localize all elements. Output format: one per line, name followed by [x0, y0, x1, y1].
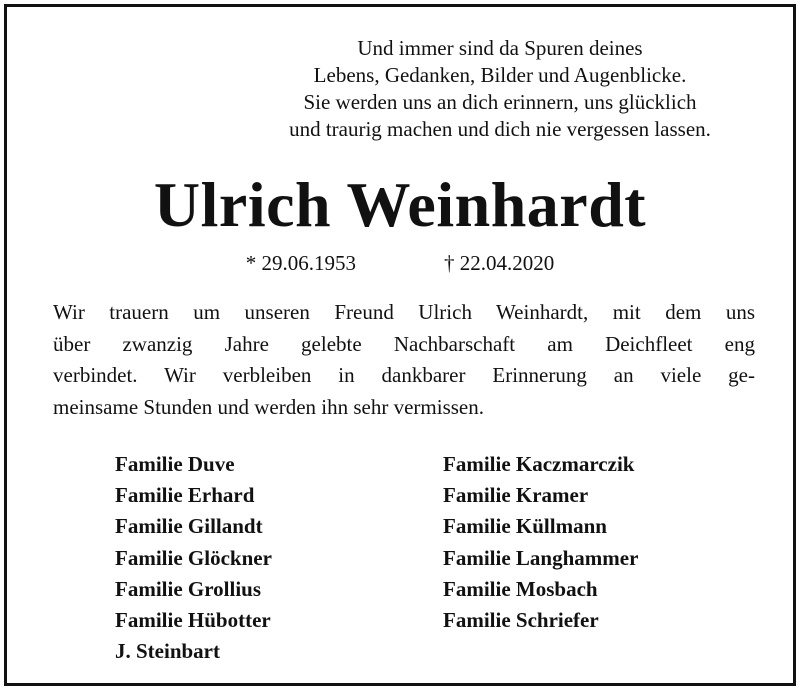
signer-name: Familie Küllmann: [443, 514, 607, 539]
signer-name: Familie Grollius: [115, 576, 262, 601]
signer-name: Familie Kramer: [443, 483, 589, 508]
quote-line: Sie werden uns an dich erinnern, uns glücklich: [303, 90, 697, 114]
birth-date: * 29.06.1953: [245, 251, 356, 275]
condolence-message: [53, 297, 755, 423]
signers-column-right: [443, 449, 638, 636]
signer-name: Familie Langhammer: [443, 545, 639, 570]
death-date: † 22.04.2020: [444, 251, 555, 275]
life-dates: [7, 249, 793, 277]
obituary-notice: [4, 4, 796, 686]
quote-line: und traurig machen und dich nie vergessen lassen.: [289, 117, 711, 141]
signer-name: Familie Duve: [115, 452, 235, 476]
message-line: Wir trauern um unseren Freund Ulrich Weinhardt, mit dem uns: [53, 300, 755, 324]
quote-line: Lebens, Gedanken, Bilder und Augenblicke.: [313, 63, 687, 87]
memorial-quote: [7, 35, 793, 143]
message-line: meinsame Stunden und werden ihn sehr vermissen.: [53, 394, 484, 419]
signer-name: J. Steinbart: [115, 639, 220, 664]
signers-column-left: [115, 449, 272, 667]
message-line: verbindet. Wir verbleiben in dankbarer Erinnerung an viele ge-: [53, 363, 755, 387]
signer-name: Familie Gillandt: [115, 514, 263, 539]
signer-name: Familie Hübotter: [115, 608, 271, 633]
signer-name: Familie Glöckner: [115, 545, 272, 570]
deceased-name: Ulrich Weinhardt: [153, 169, 647, 240]
signer-name: Familie Mosbach: [443, 576, 598, 601]
signer-name: Familie Kaczmarczik: [443, 452, 635, 476]
signer-name: Familie Schriefer: [443, 608, 599, 633]
quote-line: Und immer sind da Spuren deines: [357, 36, 643, 60]
signer-name: Familie Erhard: [115, 483, 255, 508]
message-line: über zwanzig Jahre gelebte Nachbarschaft am Deichfleet eng: [53, 331, 755, 356]
